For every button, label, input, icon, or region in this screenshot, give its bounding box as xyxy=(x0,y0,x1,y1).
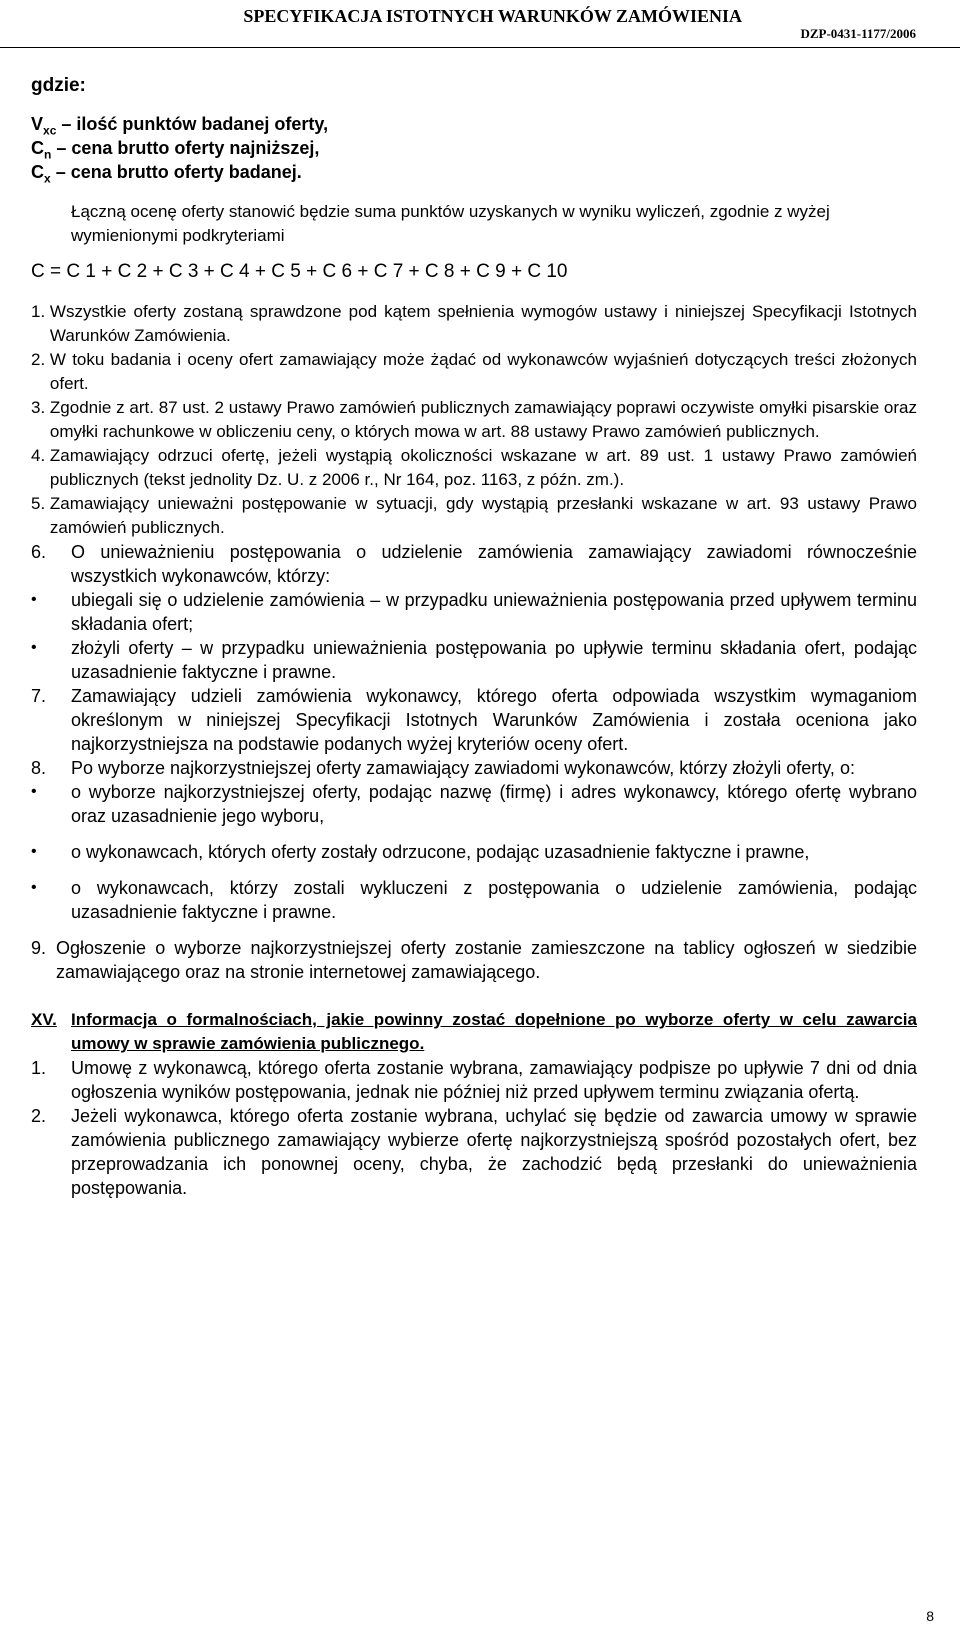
bullet-item: • o wyborze najkorzystniejszej oferty, podając nazwę (firmę) i adres wykonawcy, którego ofertę wybrano oraz uzasadnienie jego wyboru, xyxy=(31,782,917,826)
header-title: SPECYFIKACJA ISTOTNYCH WARUNKÓW ZAMÓWIENIA xyxy=(243,6,742,26)
definition-cn: $C_n$ – cena brutto oferty najniższej, xyxy=(31,138,320,162)
bullet-item: • o wykonawcach, których oferty zostały odrzucone, podając uzasadnienie faktyczne i prawne, xyxy=(31,842,810,862)
list-item: 6. O unieważnieniu postępowania o udzielenie zamówienia zamawiający zawiadomi równocześnie wszystkich wykonawców, którzy: xyxy=(31,542,917,586)
gdzie-label: gdzie: xyxy=(31,75,86,96)
bullet-item: • o wykonawcach, którzy zostali wykluczeni z postępowania o udzielenie zamówienia, podając uzasadnienie faktyczne i prawne. xyxy=(31,878,917,922)
list-item: 1. Umowę z wykonawcą, którego oferta zostanie wybrana, zamawiający podpisze po upływie 7 dni od dnia ogłoszenia wyników postępowania, jednak nie później niż przed upływem terminu związania ofertą. xyxy=(31,1058,917,1102)
header-divider xyxy=(0,47,960,48)
page-header xyxy=(0,0,960,50)
section-list xyxy=(31,1056,917,1200)
list-item: 7. Zamawiający udzieli zamówienia wykonawcy, którego oferta odpowiada wszystkim wymaganiom określonym w niniejszej Specyfikacji Istotnych Warunków Zamówienia i została oceniona jako najkorzystniejsza na podstawie podanych wyżej kryteriów oceny ofert. xyxy=(31,686,917,754)
bullet-item: • ubiegali się o udzielenie zamówienia – w przypadku unieważnienia postępowania przed upływem terminu składania ofert; xyxy=(31,590,917,634)
bullet-icon: • xyxy=(31,591,37,608)
formula: C = C 1 + C 2 + C 3 + C 4 + C 5 + C 6 + C 7 + C 8 + C 9 + C 10 xyxy=(31,261,568,282)
definitions-list xyxy=(31,112,917,184)
document-body xyxy=(31,74,917,1200)
list-item: 9. Ogłoszenie o wyborze najkorzystniejszej oferty zostanie zamieszczone na tablicy ogłoszeń w siedzibie zamawiającego oraz na stronie internetowej zamawiającego. xyxy=(31,938,917,982)
page-number: 8 xyxy=(926,1608,934,1624)
bullet-icon: • xyxy=(31,879,37,896)
definition-vxc: $V_{xc}$ – ilość punktów badanej oferty, xyxy=(31,114,329,138)
list-item: 2. W toku badania i oceny ofert zamawiający może żądać od wykonawców wyjaśnień dotyczących treści złożonych ofert. xyxy=(31,350,917,393)
list-item: 3. Zgodnie z art. 87 ust. 2 ustawy Prawo zamówień publicznych zamawiający poprawi oczywiste omyłki pisarskie oraz omyłki rachunkowe w obliczeniu ceny, o których mowa w art. 88 ustawy Prawo zamówień publicznych. xyxy=(31,398,917,441)
list-item: 5. Zamawiający unieważni postępowanie w sytuacji, gdy wystąpią przesłanki wskazane w art. 93 ustawy Prawo zamówień publicznych. xyxy=(31,494,917,537)
list-item: 4. Zamawiający odrzuci ofertę, jeżeli wystąpią okoliczności wskazane w art. 89 ust. 1 ustawy Prawo zamówień publicznych (tekst jednolity Dz. U. z 2006 r., Nr 164, poz. 1163, z późn. zm.). xyxy=(31,446,917,489)
bullet-icon: • xyxy=(31,843,37,860)
list-item: 2. Jeżeli wykonawca, którego oferta zostanie wybrana, uchylać się będzie od zawarcia umowy w sprawie zamówienia publicznego zamawiający wybierze ofertę najkorzystniejszą spośród pozostałych ofert, bez przeprowadzania ich ponownej oceny, chyba, że zachodzić będą przesłanki do unieważnienia postępowania. xyxy=(31,1106,917,1198)
numbered-list xyxy=(31,300,917,984)
bullet-item: • złożyli oferty – w przypadku unieważnienia postępowania po upływie terminu składania ofert, podając uzasadnienie faktyczne i prawne. xyxy=(31,638,917,682)
document-code: DZP-0431-1177/2006 xyxy=(800,26,916,41)
list-item: 8. Po wyborze najkorzystniejszej oferty zamawiający zawiadomi wykonawców, którzy złożyli oferty, o: xyxy=(31,758,855,778)
bullet-icon: • xyxy=(31,639,37,656)
section-heading xyxy=(31,1008,917,1056)
summary-paragraph: Łączną ocenę oferty stanowić będzie suma punktów uzyskanych w wyniku wyliczeń, zgodnie z wyżej wymienionymi podkryteriami xyxy=(71,202,830,245)
list-item: 1. Wszystkie oferty zostaną sprawdzone pod kątem spełnienia wymogów ustawy i niniejszej Specyfikacji Istotnych Warunków Zamówienia. xyxy=(31,302,917,345)
section-title: Informacja o formalnościach, jakie powinny zostać dopełnione po wyborze oferty w celu zawarcia umowy w sprawie zamówienia publicznego. xyxy=(71,1010,917,1053)
bullet-icon: • xyxy=(31,783,37,800)
definition-cx: $C_x$ – cena brutto oferty badanej. xyxy=(31,162,302,186)
section-number: XV. xyxy=(31,1010,57,1029)
